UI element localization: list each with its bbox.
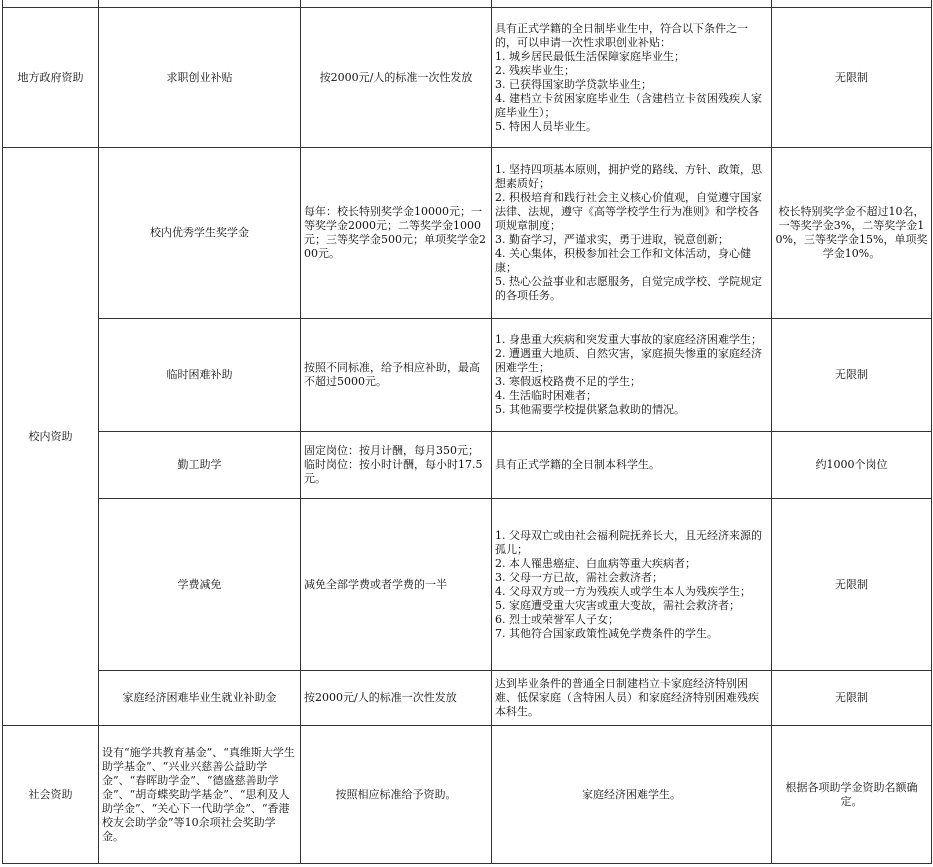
condition-line: 1. 城乡居民最低生活保障家庭毕业生； [495,49,685,63]
aid-name-cell: 设有“施学共教育基金”、“真维斯大学生助学基金”、“兴业兴慈善公益助学金”、“春晖助学金”、“德盛慈善助学金”、“胡奇蝶奖助学基金”、“思利及人助学金”、“关心下一代助学金”、“香港校友会助学金”等10余项社会奖助学金。 [99,726,301,864]
empty-cell [99,0,301,8]
amount-cell: 按照相应标准给予资助。 [301,726,492,864]
category-cell: 社会资助 [3,726,99,864]
table-row-top-strip [3,0,932,8]
condition-line: 1. 父母双亡或由社会福利院抚养长大，且无经济来源的孤儿； [495,528,762,556]
table-row [3,319,932,432]
empty-cell [301,0,492,8]
aid-name-cell: 家庭经济困难毕业生就业补助金 [99,671,301,726]
condition-line: 4. 建档立卡贫困家庭毕业生（含建档立卡贫困残疾人家庭毕业生）； [495,91,762,119]
aid-name-cell: 勤工助学 [99,432,301,499]
condition-line: 2. 本人罹患癌症、白血病等重大疾病者； [495,556,696,570]
aid-name-cell: 学费减免 [99,499,301,671]
category-cell: 地方政府资助 [3,8,99,148]
quota-cell: 无限制 [772,319,932,432]
conditions-cell [492,319,772,432]
aid-name-cell: 校内优秀学生奖学金 [99,148,301,319]
quota-cell: 无限制 [772,499,932,671]
condition-line: 7. 其他符合国家政策性减免学费条件的学生。 [495,626,718,640]
quota-cell: 根据各项助学金资助名额确定。 [772,726,932,864]
conditions-cell [492,8,772,148]
condition-line: 5. 特困人员毕业生。 [495,119,597,133]
conditions-cell [492,148,772,319]
amount-cell [301,432,492,499]
quota-cell: 约1000个岗位 [772,432,932,499]
empty-cell [3,0,99,8]
conditions-cell: 达到毕业条件的普通全日制建档立卡家庭经济特别困难、低保家庭（含特困人员）和家庭经济特别困难残疾本科生。 [492,671,772,726]
table-row [3,726,932,864]
empty-cell [492,0,772,8]
condition-line: 4. 生活临时困难者； [495,389,597,402]
conditions-cell [492,499,772,671]
condition-line: 2. 遭遇重大地质、自然灾害，家庭损失惨重的家庭经济困难学生； [495,347,762,374]
conditions-cell: 具有正式学籍的全日制本科学生。 [492,432,772,499]
amount-line: 固定岗位：按月计酬，每月350元； [304,444,479,457]
aid-table [2,0,932,864]
amount-cell: 每年：校长特别奖学金10000元；一等奖学金2000元；二等奖学金1000元；三等奖学金500元；单项奖学金200元。 [301,148,492,319]
condition-line: 3. 勤奋学习，严谨求实，勇于进取，锐意创新； [495,233,729,246]
aid-name-cell: 求职创业补贴 [99,8,301,148]
condition-line: 3. 寒假返校路费不足的学生； [495,375,641,388]
table-row [3,8,932,148]
quota-cell: 无限制 [772,671,932,726]
condition-line: 2. 残疾毕业生； [495,63,575,77]
empty-cell [772,0,932,8]
table-row [3,148,932,319]
condition-line: 3. 已获得国家助学贷款毕业生； [495,77,652,91]
condition-line: 6. 烈士或荣誉军人子女； [495,612,619,626]
condition-line: 5. 家庭遭受重大灾害或重大变故，需社会救济者； [495,598,740,612]
category-cell: 校内资助 [3,148,99,726]
condition-line: 5. 热心公益事业和志愿服务，自觉完成学校、学院规定的各项任务。 [495,275,762,302]
conditions-cell: 家庭经济困难学生。 [492,726,772,864]
condition-line: 1. 坚持四项基本原则，拥护党的路线、方针、政策，思想素质好； [495,163,762,190]
amount-cell: 按2000元/人的标准一次性发放 [301,671,492,726]
condition-line: 5. 其他需要学校提供紧急救助的情况。 [495,403,685,416]
condition-line: 3. 父母一方已故，需社会救济者； [495,570,663,584]
quota-cell: 校长特别奖学金不超过10名，一等奖学金3%，二等奖学金10%，三等奖学金15%，单项奖学金10%。 [772,148,932,319]
table-row [3,432,932,499]
amount-cell: 减免全部学费或者学费的一半 [301,499,492,671]
amount-cell: 按2000元/人的标准一次性发放 [301,8,492,148]
aid-name-cell: 临时困难补助 [99,319,301,432]
amount-line: 临时岗位：按小时计酬，每小时17.5元。 [304,458,483,485]
condition-line: 2. 积极培育和践行社会主义核心价值观，自觉遵守国家法律、法规，遵守《高等学校学生行为准则》和学校各项规章制度； [495,191,762,232]
condition-line: 具有正式学籍的全日制毕业生中，符合以下条件之一的，可以申请一次性求职创业补贴： [495,21,748,49]
quota-cell: 无限制 [772,8,932,148]
condition-line: 4. 父母双方或一方为残疾人或学生本人为残疾学生； [495,584,751,598]
table-row [3,671,932,726]
condition-line: 4. 关心集体，积极参加社会工作和文体活动，身心健康； [495,247,751,274]
amount-cell: 按照不同标准，给予相应补助，最高不超过5000元。 [301,319,492,432]
table-row [3,499,932,671]
condition-line: 1. 身患重大疾病和突发重大事故的家庭经济困难学生； [495,333,762,346]
